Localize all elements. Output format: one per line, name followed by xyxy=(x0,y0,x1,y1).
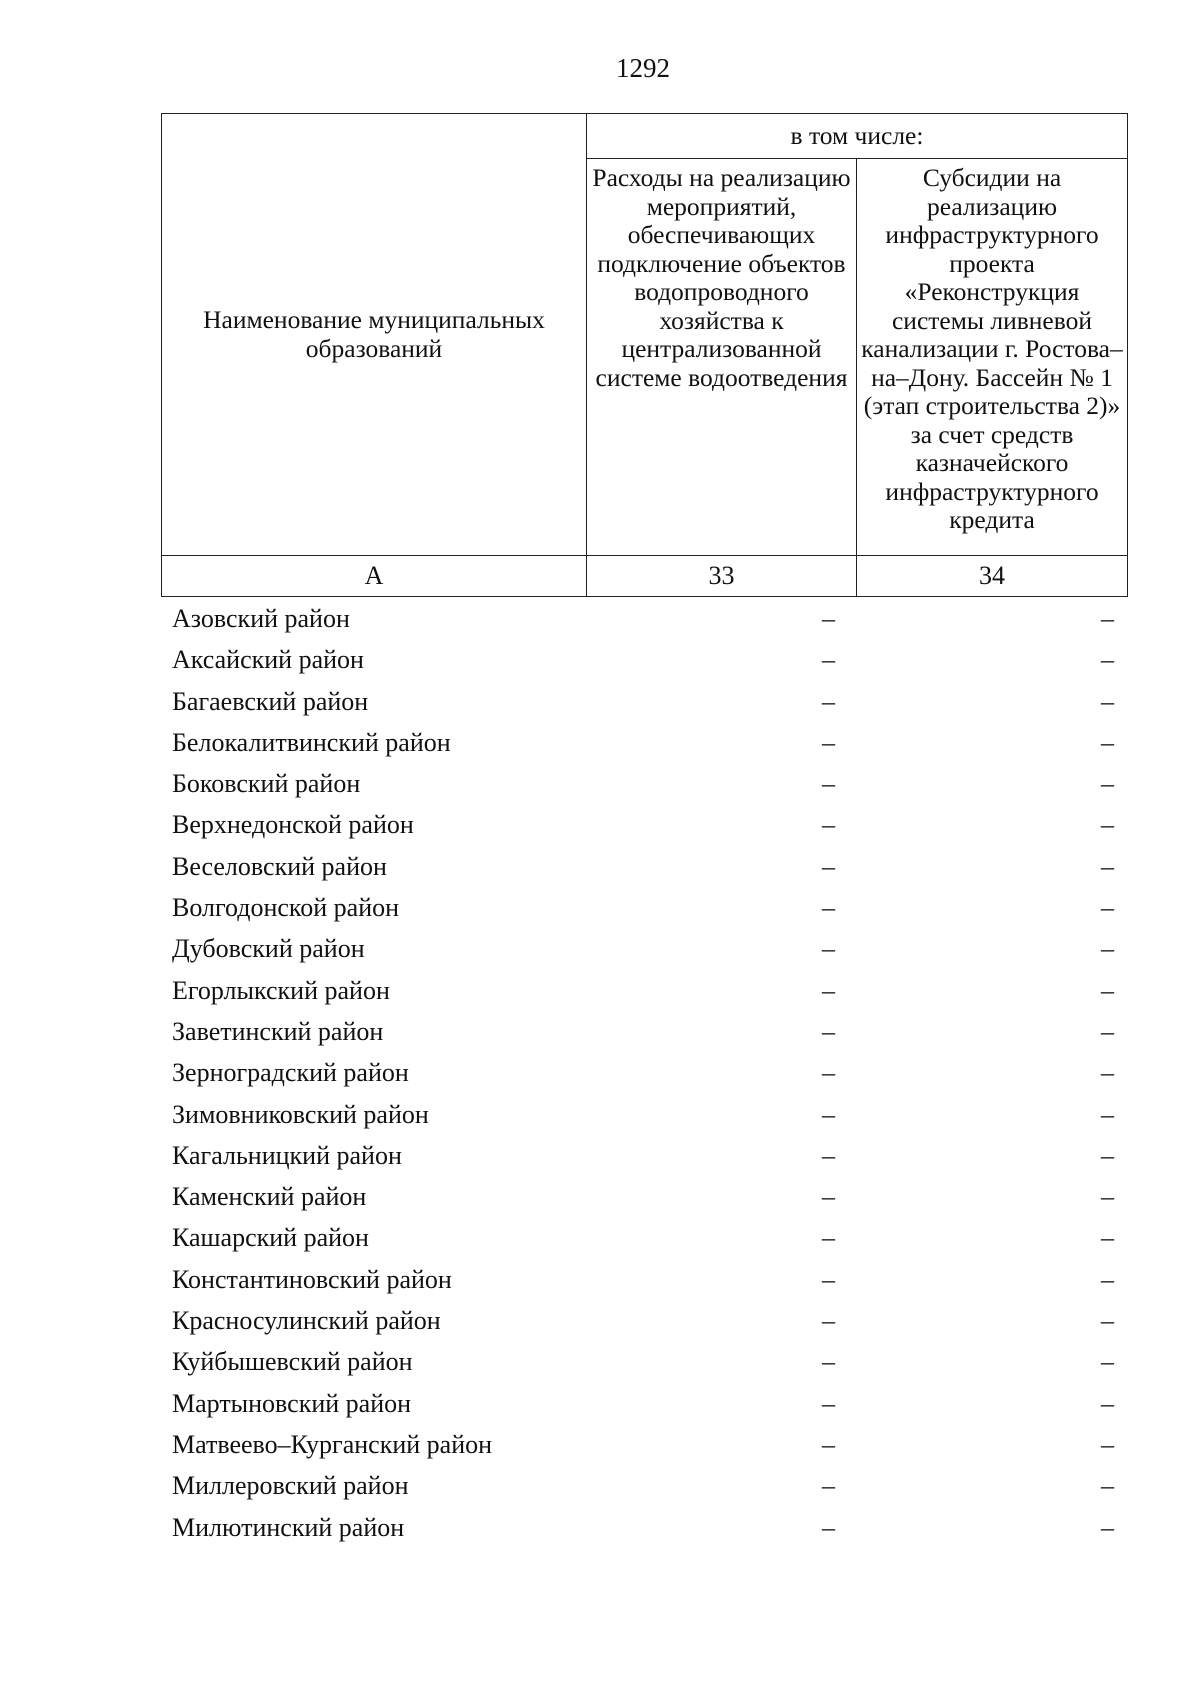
row-name: Миллеровский район xyxy=(172,1471,409,1501)
row-value-34: – xyxy=(1101,975,1114,1005)
row-value-33: – xyxy=(822,975,835,1005)
column-34-header: Субсидии на реализацию инфраструктурного проекта «Реконструкция системы ливневой канализации г. Ростова–на–Дону. Бассейн № 1 (этап строительства 2)» за счет средств казначейского инфраструктурного кредита xyxy=(857,159,1128,556)
column-34-number: 34 xyxy=(857,556,1128,597)
row-name: Матвеево–Курганский район xyxy=(172,1429,493,1459)
column-33-number: 33 xyxy=(587,556,857,597)
row-value-34: – xyxy=(1101,1140,1114,1170)
row-value-34: – xyxy=(1101,1512,1114,1542)
table-row xyxy=(161,1341,1127,1382)
table-header xyxy=(161,113,1128,597)
table-row xyxy=(161,1300,1127,1341)
row-name: Верхнедонской район xyxy=(172,810,414,840)
row-value-34: – xyxy=(1101,727,1114,757)
table-row xyxy=(161,887,1127,928)
row-name: Кашарский район xyxy=(172,1223,369,1253)
column-33-header: Расходы на реализацию мероприятий, обеспечивающих подключение объектов водопроводного хозяйства к централизованной системе водоотведения xyxy=(587,159,857,556)
row-value-33: – xyxy=(822,1140,835,1170)
column-a-number: А xyxy=(162,556,587,597)
row-value-34: – xyxy=(1101,1347,1114,1377)
row-name: Волгодонской район xyxy=(172,893,400,923)
table-row xyxy=(161,1094,1127,1135)
table-row xyxy=(161,1259,1127,1300)
row-value-34: – xyxy=(1101,1058,1114,1088)
table-row xyxy=(161,1465,1127,1506)
row-value-34: – xyxy=(1101,810,1114,840)
row-value-33: – xyxy=(822,1429,835,1459)
table-row xyxy=(161,1383,1127,1424)
row-value-34: – xyxy=(1101,1016,1114,1046)
row-name: Азовский район xyxy=(172,604,350,633)
row-value-33: – xyxy=(822,810,835,840)
row-value-34: – xyxy=(1101,604,1114,633)
row-name: Красносулинский район xyxy=(172,1306,441,1336)
row-value-33: – xyxy=(822,1182,835,1212)
row-value-33: – xyxy=(822,645,835,675)
row-value-34: – xyxy=(1101,1471,1114,1501)
row-value-33: – xyxy=(822,727,835,757)
row-value-33: – xyxy=(822,1223,835,1253)
row-name: Аксайский район xyxy=(172,645,364,675)
row-value-34: – xyxy=(1101,893,1114,923)
table-row xyxy=(161,1217,1127,1258)
row-value-34: – xyxy=(1101,686,1114,716)
row-value-33: – xyxy=(822,893,835,923)
row-value-33: – xyxy=(822,1099,835,1129)
table-row xyxy=(161,804,1127,845)
group-header: в том числе: xyxy=(587,114,1128,159)
row-value-34: – xyxy=(1101,1264,1114,1294)
row-name: Заветинский район xyxy=(172,1016,384,1046)
row-value-33: – xyxy=(822,1264,835,1294)
name-column-header: Наименование муниципальных образований xyxy=(162,114,587,556)
row-value-34: – xyxy=(1101,1099,1114,1129)
row-value-33: – xyxy=(822,1347,835,1377)
row-value-34: – xyxy=(1101,1223,1114,1253)
table-row xyxy=(161,1052,1127,1093)
row-name: Багаевский район xyxy=(172,686,369,716)
row-name: Веселовский район xyxy=(172,851,387,881)
row-name: Зимовниковский район xyxy=(172,1099,429,1129)
row-value-34: – xyxy=(1101,1306,1114,1336)
table-row xyxy=(161,598,1127,639)
row-value-34: – xyxy=(1101,1182,1114,1212)
row-name: Белокалитвинский район xyxy=(172,727,451,757)
row-value-33: – xyxy=(822,1058,835,1088)
row-value-34: – xyxy=(1101,769,1114,799)
row-name: Дубовский район xyxy=(172,934,365,964)
table-row xyxy=(161,1424,1127,1465)
row-value-34: – xyxy=(1101,1388,1114,1418)
row-name: Мартыновский район xyxy=(172,1388,412,1418)
row-value-34: – xyxy=(1101,851,1114,881)
row-value-34: – xyxy=(1101,1429,1114,1459)
table-row xyxy=(161,1507,1127,1548)
page-number: 1292 xyxy=(616,53,670,83)
row-value-33: – xyxy=(822,1471,835,1501)
row-value-34: – xyxy=(1101,934,1114,964)
table-row xyxy=(161,1011,1127,1052)
row-value-33: – xyxy=(822,604,835,633)
row-value-33: – xyxy=(822,934,835,964)
table-row xyxy=(161,722,1127,763)
row-name: Милютинский район xyxy=(172,1512,405,1542)
row-name: Боковский район xyxy=(172,769,361,799)
table-body xyxy=(161,598,1127,1548)
row-name: Зерноградский район xyxy=(172,1058,409,1088)
table-row xyxy=(161,970,1127,1011)
table-row xyxy=(161,681,1127,722)
row-value-34: – xyxy=(1101,645,1114,675)
row-value-33: – xyxy=(822,686,835,716)
row-value-33: – xyxy=(822,769,835,799)
row-name: Каменский район xyxy=(172,1182,367,1212)
row-value-33: – xyxy=(822,1016,835,1046)
table-row xyxy=(161,1176,1127,1217)
table-row xyxy=(161,846,1127,887)
table-row xyxy=(161,1135,1127,1176)
table-row xyxy=(161,928,1127,969)
row-name: Егорлыкский район xyxy=(172,975,390,1005)
row-value-33: – xyxy=(822,1512,835,1542)
row-value-33: – xyxy=(822,1306,835,1336)
row-name: Куйбышевский район xyxy=(172,1347,413,1377)
row-name: Константиновский район xyxy=(172,1264,452,1294)
table-row xyxy=(161,763,1127,804)
row-value-33: – xyxy=(822,851,835,881)
row-value-33: – xyxy=(822,1388,835,1418)
row-name: Кагальницкий район xyxy=(172,1140,402,1170)
table-row xyxy=(161,639,1127,680)
